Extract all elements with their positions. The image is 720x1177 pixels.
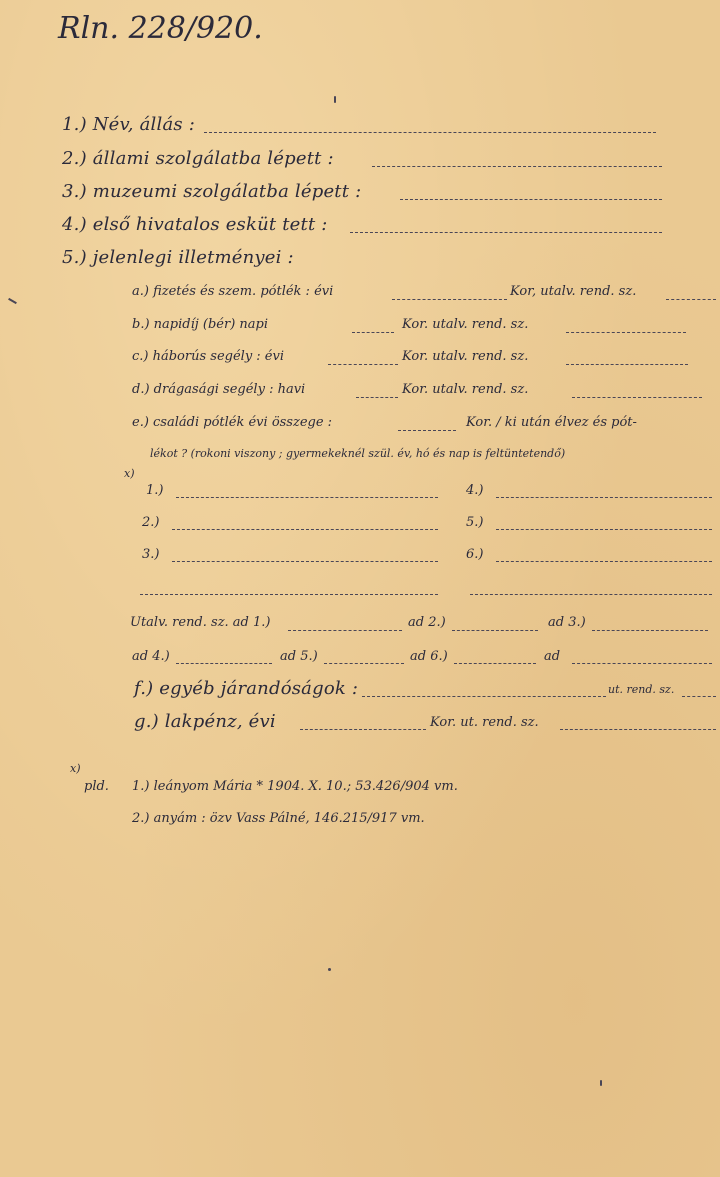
- pay-b-suffix: Kor. utalv. rend. sz.: [402, 317, 529, 332]
- utalv-ad2-line: [452, 630, 538, 631]
- paper-speck: [334, 96, 336, 103]
- extra-line-right: [470, 594, 712, 595]
- fill-line-first-oath: [350, 232, 662, 233]
- other-f-fill: [362, 696, 606, 697]
- utalv-row1-prefix: Utalv. rend. sz. ad 1.): [130, 615, 271, 630]
- fill-line-state-service: [372, 166, 662, 167]
- child-blank-4: 4.): [466, 483, 484, 498]
- field-first-oath: 4.) első hivatalos esküt tett :: [62, 214, 328, 235]
- child-blank-1-line: [176, 497, 438, 498]
- child-blank-3-line: [172, 561, 438, 562]
- example-line-2: 2.) anyám : özv Vass Pálné, 146.215/917 vm.: [132, 811, 425, 826]
- utalv-ad2: ad 2.): [408, 615, 446, 630]
- pay-c-label: c.) háborús segély : évi: [132, 349, 285, 364]
- pay-e-line2: lékot ? (rokoni viszony ; gyermekeknél szül. év, hó és nap is feltüntetendő): [150, 447, 566, 460]
- fill-line-name-position: [204, 132, 656, 133]
- pay-c-fill-end: [566, 364, 688, 365]
- child-blank-6-line: [496, 561, 712, 562]
- utalv-ad1-line: [288, 630, 402, 631]
- field-name-position: 1.) Név, állás :: [62, 114, 195, 135]
- utalv-ad3-line: [592, 630, 708, 631]
- pay-c-fill: [328, 364, 398, 365]
- child-blank-5: 5.): [466, 515, 484, 530]
- child-blank-2: 2.): [142, 515, 160, 530]
- utalv-ad5: ad 5.): [280, 649, 318, 664]
- child-blank-5-line: [496, 529, 712, 530]
- child-blank-3: 3.): [142, 547, 160, 562]
- paper-speck: [600, 1080, 602, 1086]
- fill-line-museum-service: [400, 199, 662, 200]
- example-label: pld.: [84, 779, 109, 794]
- other-g-suffix: Kor. ut. rend. sz.: [430, 715, 539, 730]
- utalv-ad6-line: [454, 663, 536, 664]
- reference-number: Rln. 228/920.: [58, 11, 263, 46]
- paper-speck: [8, 298, 17, 304]
- pay-a-suffix: Kor, utalv. rend. sz.: [510, 284, 637, 299]
- pay-b-fill-end: [566, 332, 686, 333]
- pay-d-fill-end: [572, 397, 702, 398]
- utalv-ad3: ad 3.): [548, 615, 586, 630]
- child-blank-4-line: [496, 497, 712, 498]
- pay-e-label: e.) családi pótlék évi összege :: [132, 415, 333, 430]
- child-blank-1: 1.): [146, 483, 164, 498]
- example-marker: x): [70, 762, 81, 775]
- other-f-label: f.) egyéb járandóságok :: [134, 678, 359, 699]
- paper-speck: [328, 968, 331, 971]
- utalv-ad-blank: ad: [544, 649, 561, 664]
- footnote-marker-x: x): [124, 467, 135, 480]
- pay-d-fill: [356, 397, 398, 398]
- utalv-ad-blank-line: [572, 663, 712, 664]
- other-f-suffix: ut. rend. sz.: [608, 683, 675, 696]
- example-line-1: 1.) leányom Mária * 1904. X. 10.; 53.426/904 vm.: [132, 779, 458, 794]
- field-museum-service: 3.) muzeumi szolgálatba lépett :: [62, 181, 362, 202]
- pay-b-label: b.) napidíj (bér) napi: [132, 317, 269, 332]
- child-blank-2-line: [172, 529, 438, 530]
- other-g-fill: [300, 729, 426, 730]
- pay-d-suffix: Kor. utalv. rend. sz.: [402, 382, 529, 397]
- pay-d-label: d.) drágasági segély : havi: [132, 382, 306, 397]
- child-blank-6: 6.): [466, 547, 484, 562]
- pay-a-label: a.) fizetés és szem. pótlék : évi: [132, 284, 334, 299]
- utalv-ad6: ad 6.): [410, 649, 448, 664]
- other-g-fill-end: [560, 729, 716, 730]
- pay-b-fill: [352, 332, 394, 333]
- pay-a-fill-end: [666, 299, 716, 300]
- pay-a-fill: [392, 299, 507, 300]
- field-state-service: 2.) állami szolgálatba lépett :: [62, 148, 334, 169]
- other-g-label: g.) lakpénz, évi: [134, 711, 276, 732]
- utalv-ad4-line: [176, 663, 272, 664]
- pay-e-fill: [398, 430, 456, 431]
- other-f-fill-end: [682, 696, 716, 697]
- pay-e-suffix: Kor. / ki után élvez és pót-: [466, 415, 637, 430]
- extra-line-left: [140, 594, 438, 595]
- utalv-ad4: ad 4.): [132, 649, 170, 664]
- pay-c-suffix: Kor. utalv. rend. sz.: [402, 349, 529, 364]
- field-current-pay: 5.) jelenlegi illetményei :: [62, 247, 294, 268]
- utalv-ad5-line: [324, 663, 404, 664]
